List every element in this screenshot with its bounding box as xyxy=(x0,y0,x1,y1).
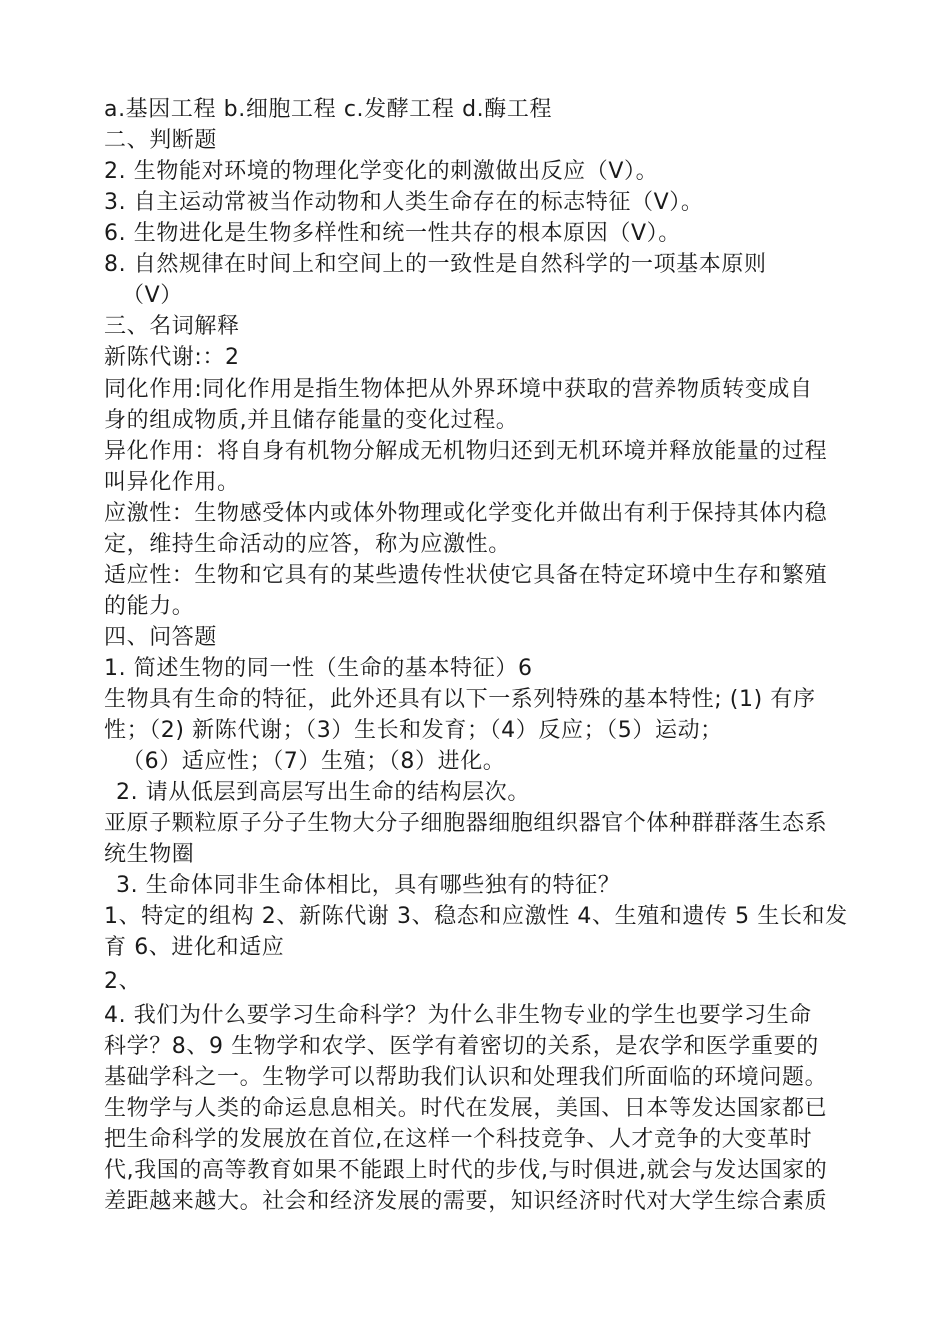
qa-answer-2-line-1: 亚原子颗粒原子分子生物大分子细胞器细胞组织器官个体种群群落生态系 xyxy=(104,811,828,836)
qa-answer-4-line-1: 科学？8、9 生物学和农学、医学有着密切的关系，是农学和医学重要的 xyxy=(104,1034,819,1059)
judgment-item-3: 3. 自主运动常被当作动物和人类生命存在的标志特征（V）。 xyxy=(104,190,704,215)
term-metabolism: 新陈代谢:：2 xyxy=(104,345,240,370)
qa-answer-4-line-3: 生物学与人类的命运息息相关。时代在发展，美国、日本等发达国家都已 xyxy=(104,1096,828,1121)
qa-answer-1-line-2: 性；（2) 新陈代谢；（3）生长和发育；（4）反应；（5）运动； xyxy=(104,718,723,743)
term-dissimilation-cont: 叫异化作用。 xyxy=(104,470,240,495)
term-adaptability: 适应性：生物和它具有的某些遗传性状使它具备在特定环境中生存和繁殖 xyxy=(104,563,828,588)
qa-answer-4-line-2: 基础学科之一。生物学可以帮助我们认识和处理我们所面临的环境问题。 xyxy=(104,1065,828,1090)
section-heading-qa: 四、问答题 xyxy=(104,625,218,650)
qa-question-4: 4. 我们为什么要学习生命科学？为什么非生物专业的学生也要学习生命 xyxy=(104,1003,812,1028)
judgment-item-6: 6. 生物进化是生物多样性和统一性共存的根本原因（V）。 xyxy=(104,221,681,246)
qa-answer-2-line-2: 统生物圈 xyxy=(104,842,195,867)
qa-answer-4-line-4: 把生命科学的发展放在首位,在这样一个科技竞争、人才竞争的大变革时 xyxy=(104,1127,813,1152)
section-heading-terms: 三、名词解释 xyxy=(104,314,240,339)
judgment-item-8: 8. 自然规律在时间上和空间上的一致性是自然科学的一项基本原则 xyxy=(104,252,767,277)
qa-question-2: 2. 请从低层到高层写出生命的结构层次。 xyxy=(116,780,530,805)
term-dissimilation: 异化作用：将自身有机物分解成无机物归还到无机环境并释放能量的过程 xyxy=(104,439,828,464)
judgment-item-2: 2. 生物能对环境的物理化学变化的刺激做出反应（V）。 xyxy=(104,159,659,184)
term-adaptability-cont: 的能力。 xyxy=(104,594,195,619)
qa-question-3: 3. 生命体同非生命体相比，具有哪些独有的特征？ xyxy=(116,873,621,898)
section-heading-judgment: 二、判断题 xyxy=(104,128,218,153)
qa-answer-4-line-5: 代,我国的高等教育如果不能跟上时代的步伐,与时俱进,就会与发达国家的 xyxy=(104,1158,828,1183)
qa-answer-1-line-1: 生物具有生命的特征，此外还具有以下一系列特殊的基本特性; (1) 有序 xyxy=(104,687,816,712)
term-assimilation: 同化作用:同化作用是指生物体把从外界环境中获取的营养物质转变成自 xyxy=(104,377,813,402)
qa-answer-3-line-2: 育 6、进化和适应 xyxy=(104,935,285,960)
qa-question-1: 1. 简述生物的同一性（生命的基本特征）6 xyxy=(104,656,533,681)
term-assimilation-cont: 身的组成物质,并且储存能量的变化过程。 xyxy=(104,408,519,433)
term-irritability-cont: 定，维持生命活动的应答，称为应激性。 xyxy=(104,532,511,557)
qa-answer-4-line-6: 差距越来越大。社会和经济发展的需要，知识经济时代对大学生综合素质 xyxy=(104,1189,828,1214)
options-line: a.基因工程 b.细胞工程 c.发酵工程 d.酶工程 xyxy=(104,97,553,122)
qa-answer-1-line-3: （6）适应性；（7）生殖；（8）进化。 xyxy=(122,749,506,774)
qa-answer-3-line-1: 1、特定的组构 2、新陈代谢 3、稳态和应激性 4、生殖和遗传 5 生长和发 xyxy=(104,904,848,929)
term-irritability: 应激性：生物感受体内或体外物理或化学变化并做出有利于保持其体内稳 xyxy=(104,501,828,526)
qa-item-2-empty: 2、 xyxy=(104,969,142,994)
judgment-item-8-answer: （V） xyxy=(122,283,183,308)
